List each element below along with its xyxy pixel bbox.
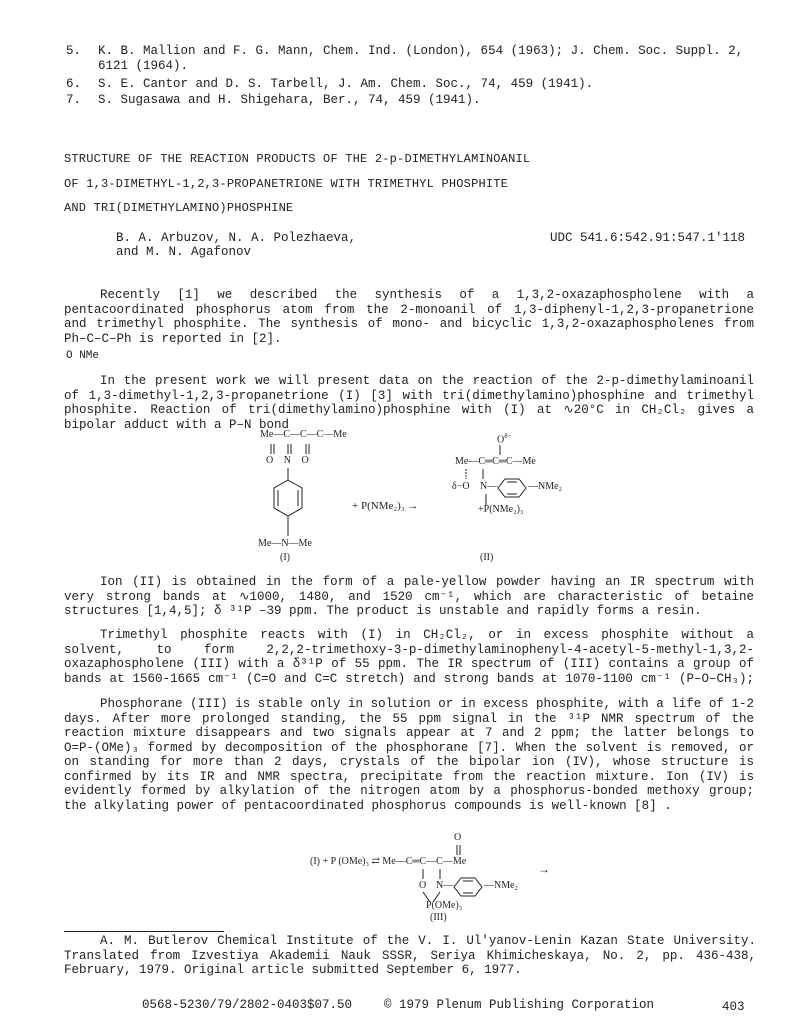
compound-ii-dimethylamino: —NMe₂ bbox=[528, 481, 563, 492]
compound-iii-ring-oxygen: O bbox=[419, 880, 427, 891]
article-code: 0568-5230/79/2802-0403$07.50 bbox=[142, 998, 353, 1012]
compound-iii-phosphorane: P(OMe)₃ bbox=[426, 900, 463, 911]
udc-code: UDC 541.6:542.91:547.1'118 bbox=[550, 231, 746, 245]
paragraph-4: Trimethyl phosphite reacts with (I) in CH₂Cl₂, or in excess phosphite without a solvent, to form 2,2,2-trimethoxy-3-p-dimethylaminophenyl-4-acetyl-5-methyl-1,3,2-oxazaphospholene (III) with a δ³¹P of 55 ppm. The IR spectrum of (III) contains a group of bands at 1560-1665 cm⁻¹ (C=O and C=C stretch) and strong bands at 1070-1100 cm⁻¹ (P‒O‒CH₃); bbox=[64, 628, 754, 686]
reference-number: 7. bbox=[66, 93, 82, 107]
authors-line-1: B. A. Arbuzov, N. A. Polezhaeva, bbox=[116, 231, 357, 245]
copyright-notice: © 1979 Plenum Publishing Corporation bbox=[384, 998, 655, 1012]
keto-imine-substituents: O NMe bbox=[66, 350, 100, 362]
compound-i-dimethylamino: Me—N—Me bbox=[258, 538, 312, 549]
reference-text: K. B. Mallion and F. G. Mann, Chem. Ind. (London), 654 (1963); J. Chem. Soc. Suppl. 2, 6121 (1964). bbox=[98, 44, 744, 73]
paragraph-1: Recently [1] we described the synthesis of a 1,3,2-oxazaphospholene with a pentacoordinated phosphorus atom from the 2-monoanil of 1,3-diphenyl-1,2,3-propanetrione and trimethyl phosphite. The synthesis of mono- and bicyclic 1,3,2-oxazaphospholenes from bbox=[64, 288, 754, 331]
compound-iii-benzene-ring bbox=[448, 875, 488, 899]
compound-ii-ring-oxygen: δ−O bbox=[452, 481, 470, 492]
compound-iii-ring-nitrogen: N— bbox=[436, 880, 454, 891]
forward-arrow: → bbox=[538, 862, 550, 876]
reagent-tri-dimethylamino-phosphine: + P(NMe₂)₃ → bbox=[352, 500, 419, 512]
authors-line-2: and M. N. Agafonov bbox=[116, 245, 252, 259]
compound-i-label: (I) bbox=[280, 552, 290, 563]
compound-ii-ring-nitrogen: N— bbox=[480, 481, 498, 492]
reference-text: S. Sugasawa and H. Shigehara, Ber., 74, 459 (1941). bbox=[98, 93, 481, 107]
compound-i-benzene-ring bbox=[268, 466, 308, 546]
paragraph-2: In the present work we will present data on the reaction of the 2-p-dimethylaminoanil of 1,3-dimethyl-1,2,3-propanetrione (I) [3] with tri(dimethylamino)phosphine and trimethyl phosphite. Reaction of tri(dimethylamino)phosphine with (I) at ∿20°C in CH₂Cl₂ gives a bipolar adduct with a P‒N bond bbox=[64, 374, 754, 432]
affiliation-footnote: A. M. Butlerov Chemical Institute of the V. I. Ul'yanov-Lenin Kazan State University. Translated from Izvestiya Akademii Nauk SSSR, Seriya Khimicheskaya, No. 2, pp. 436-438, February, 1979. Original article submitted September 6, 1977. bbox=[64, 934, 756, 977]
compound-i-heteroatoms: O N O bbox=[266, 455, 313, 466]
paragraph-3: Ion (II) is obtained in the form of a pale-yellow powder having an IR spectrum with very strong bands at ∿1000, 1480, and 1520 cm⁻¹, which are characteristic of betaine structures [1,4,5]; δ ³¹P ‒39 ppm. The product is unstable and rapidly forms a resin. bbox=[64, 575, 754, 618]
paragraph-5: Phosphorane (III) is stable only in solution or in excess phosphite, with a life of 1-2 days. After more prolonged standing, the 55 ppm signal in the ³¹P NMR spectrum of the reaction mixture disappears and two signals appear at 7 and 2 ppm; the latter belongs to O=P-(OMe)₃ formed by decomposition of the phosphorane [7]. When the solvent is removed, or on standing for more than 2 days, crystals of the bipolar ion (IV), whose structure is confirmed by its IR and NMR spectra, precipitate from the reaction mixture. Ion (IV) is evidently formed by alkylation of the nitrogen atom by a phosphorus-bonded methoxy group; the alkylating power of pentacoordinated phosphorus compounds is well-known [8] . bbox=[64, 697, 754, 813]
compound-iii-dimethylamino: —NMe₂ bbox=[484, 880, 519, 891]
compound-iii-label: (III) bbox=[430, 912, 447, 923]
compound-iii-carbonyl-bond bbox=[454, 844, 464, 856]
reference-number: 6. bbox=[66, 77, 82, 91]
article-title-line-2: OF 1,3-DIMETHYL-1,2,3-PROPANETRIONE WITH TRIMETHYL PHOSPHITE bbox=[64, 177, 509, 191]
compound-iii-acyl-oxygen: O bbox=[454, 832, 462, 843]
compound-iii-equation: (I) + P (OMe)₃ ⇄ Me—C═C—C—Me bbox=[310, 856, 467, 867]
reference-text: S. E. Cantor and D. S. Tarbell, J. Am. Chem. Soc., 74, 459 (1941). bbox=[98, 77, 594, 91]
compound-ii-label: (II) bbox=[480, 552, 494, 563]
compound-ii-oxygen: $O^{\delta-}$ bbox=[497, 432, 512, 446]
article-title-line-3: AND TRI(DIMETHYLAMINO)PHOSPHINE bbox=[64, 201, 294, 215]
compound-ii-chain: Me—C═C═C—Me bbox=[455, 456, 536, 467]
compound-i-chain: Me—C—C—C—Me bbox=[260, 429, 347, 440]
paragraph-1-end: Ph‒C‒C‒Ph is reported in [2]. bbox=[64, 332, 282, 346]
footnote-rule bbox=[64, 931, 224, 932]
reference-5 bbox=[66, 44, 756, 76]
reference-number: 5. bbox=[66, 44, 82, 58]
article-title-line-1: STRUCTURE OF THE REACTION PRODUCTS OF THE 2-p-DIMETHYLAMINOANIL bbox=[64, 152, 531, 166]
compound-ii-benzene-ring bbox=[492, 476, 532, 500]
compound-ii-phosphonium: +P(NMe₂)₃ bbox=[478, 504, 524, 515]
page-number: 403 bbox=[722, 1000, 745, 1014]
compound-ii-carbonyl-bond bbox=[497, 444, 507, 456]
